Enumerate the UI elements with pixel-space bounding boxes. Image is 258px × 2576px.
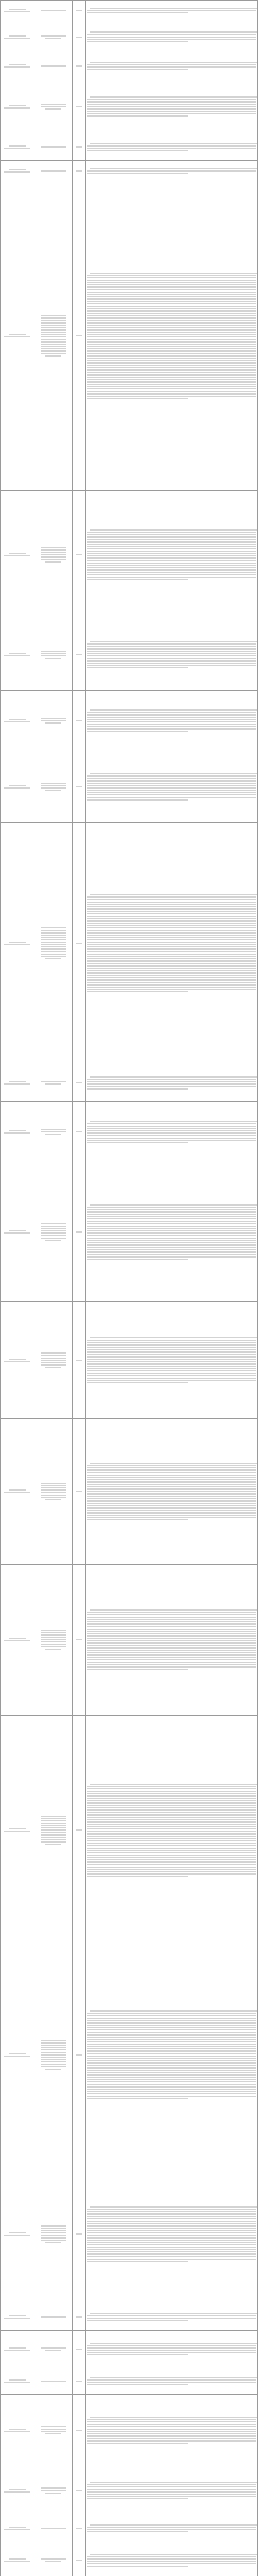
area-cell <box>34 2330 73 2368</box>
description-cell <box>86 2304 258 2330</box>
area-cell <box>34 2164 73 2304</box>
description-cell <box>86 1945 258 2164</box>
description-cell <box>86 1419 258 1564</box>
table-row <box>1 2304 258 2330</box>
region-name-cell <box>1 1564 34 1715</box>
figure-cell <box>73 160 86 181</box>
description-cell <box>86 160 258 181</box>
region-name-cell <box>1 823 34 1064</box>
figure-cell <box>73 2541 86 2576</box>
region-name-cell <box>1 1419 34 1564</box>
description-cell <box>86 2515 258 2541</box>
figure-cell <box>73 2368 86 2394</box>
description-cell <box>86 1302 258 1419</box>
region-name-cell <box>1 2368 34 2394</box>
description-cell <box>86 53 258 79</box>
figure-cell <box>73 1302 86 1419</box>
table-row <box>1 619 258 690</box>
description-cell <box>86 2368 258 2394</box>
area-cell <box>34 2394 73 2466</box>
area-cell <box>34 2368 73 2394</box>
area-cell <box>34 751 73 823</box>
table-row <box>1 1715 258 1945</box>
description-cell <box>86 181 258 490</box>
table-row <box>1 21 258 53</box>
area-cell <box>34 1064 73 1102</box>
figure-cell <box>73 1064 86 1102</box>
table-row <box>1 1419 258 1564</box>
table-row <box>1 1564 258 1715</box>
description-cell <box>86 1 258 21</box>
table-row <box>1 1064 258 1102</box>
table-row <box>1 181 258 490</box>
figure-cell <box>73 1102 86 1162</box>
table-row <box>1 751 258 823</box>
table-row <box>1 2466 258 2515</box>
region-name-cell <box>1 1102 34 1162</box>
figure-cell <box>73 1419 86 1564</box>
area-cell <box>34 2304 73 2330</box>
area-cell <box>34 53 73 79</box>
region-name-cell <box>1 619 34 690</box>
area-cell <box>34 1715 73 1945</box>
table-row <box>1 1102 258 1162</box>
region-name-cell <box>1 134 34 160</box>
figure-cell <box>73 690 86 751</box>
region-name-cell <box>1 53 34 79</box>
figure-cell <box>73 2304 86 2330</box>
figure-cell <box>73 21 86 53</box>
figure-cell <box>73 823 86 1064</box>
area-cell <box>34 1162 73 1302</box>
table-row <box>1 2164 258 2304</box>
table-row <box>1 690 258 751</box>
table-row <box>1 1302 258 1419</box>
table-row <box>1 490 258 619</box>
figure-cell <box>73 619 86 690</box>
region-name-cell <box>1 1715 34 1945</box>
table-row <box>1 2394 258 2466</box>
area-cell <box>34 690 73 751</box>
region-name-cell <box>1 1162 34 1302</box>
description-cell <box>86 490 258 619</box>
area-cell <box>34 21 73 53</box>
region-name-cell <box>1 2304 34 2330</box>
region-name-cell <box>1 160 34 181</box>
area-cell <box>34 160 73 181</box>
area-cell <box>34 490 73 619</box>
region-name-cell <box>1 1945 34 2164</box>
description-cell <box>86 134 258 160</box>
table-row <box>1 2368 258 2394</box>
table-row <box>1 2515 258 2541</box>
table-row <box>1 1945 258 2164</box>
figure-cell <box>73 1564 86 1715</box>
description-cell <box>86 751 258 823</box>
table-row <box>1 823 258 1064</box>
area-cell <box>34 2466 73 2515</box>
figure-cell <box>73 2466 86 2515</box>
region-name-cell <box>1 2541 34 2576</box>
description-cell <box>86 2330 258 2368</box>
region-name-cell <box>1 2330 34 2368</box>
figure-cell <box>73 1 86 21</box>
description-cell <box>86 1064 258 1102</box>
figure-cell <box>73 1715 86 1945</box>
figure-cell <box>73 2394 86 2466</box>
area-cell <box>34 1419 73 1564</box>
area-cell <box>34 2541 73 2576</box>
description-cell <box>86 2164 258 2304</box>
figure-cell <box>73 751 86 823</box>
region-name-cell <box>1 181 34 490</box>
region-name-cell <box>1 2164 34 2304</box>
table-row <box>1 1162 258 1302</box>
region-name-cell <box>1 2466 34 2515</box>
region-name-cell <box>1 751 34 823</box>
table-row <box>1 134 258 160</box>
description-cell <box>86 619 258 690</box>
area-cell <box>34 1302 73 1419</box>
table-row <box>1 2541 258 2576</box>
region-name-cell <box>1 21 34 53</box>
area-cell <box>34 619 73 690</box>
region-name-cell <box>1 79 34 134</box>
figure-cell <box>73 134 86 160</box>
description-cell <box>86 2541 258 2576</box>
description-cell <box>86 1162 258 1302</box>
table-row <box>1 53 258 79</box>
area-cell <box>34 181 73 490</box>
area-cell <box>34 1945 73 2164</box>
description-cell <box>86 79 258 134</box>
area-cell <box>34 134 73 160</box>
area-cell <box>34 1102 73 1162</box>
description-cell <box>86 2394 258 2466</box>
description-cell <box>86 2466 258 2515</box>
region-name-cell <box>1 490 34 619</box>
figure-cell <box>73 53 86 79</box>
region-name-cell <box>1 1302 34 1419</box>
figure-cell <box>73 1945 86 2164</box>
figure-cell <box>73 181 86 490</box>
description-cell <box>86 1715 258 1945</box>
area-cell <box>34 823 73 1064</box>
area-cell <box>34 1564 73 1715</box>
region-name-cell <box>1 690 34 751</box>
figure-cell <box>73 2330 86 2368</box>
description-cell <box>86 1564 258 1715</box>
region-name-cell <box>1 2515 34 2541</box>
figure-cell <box>73 2515 86 2541</box>
description-cell <box>86 823 258 1064</box>
region-name-cell <box>1 2394 34 2466</box>
area-cell <box>34 2515 73 2541</box>
region-table-body <box>1 1 258 2576</box>
table-row <box>1 1 258 21</box>
description-cell <box>86 1102 258 1162</box>
region-name-cell <box>1 1 34 21</box>
table-row <box>1 79 258 134</box>
table-row <box>1 160 258 181</box>
figure-cell <box>73 1162 86 1302</box>
region-name-cell <box>1 1064 34 1102</box>
figure-cell <box>73 490 86 619</box>
table-row <box>1 2330 258 2368</box>
figure-cell <box>73 79 86 134</box>
description-cell <box>86 21 258 53</box>
area-cell <box>34 1 73 21</box>
area-cell <box>34 79 73 134</box>
description-cell <box>86 690 258 751</box>
figure-cell <box>73 2164 86 2304</box>
